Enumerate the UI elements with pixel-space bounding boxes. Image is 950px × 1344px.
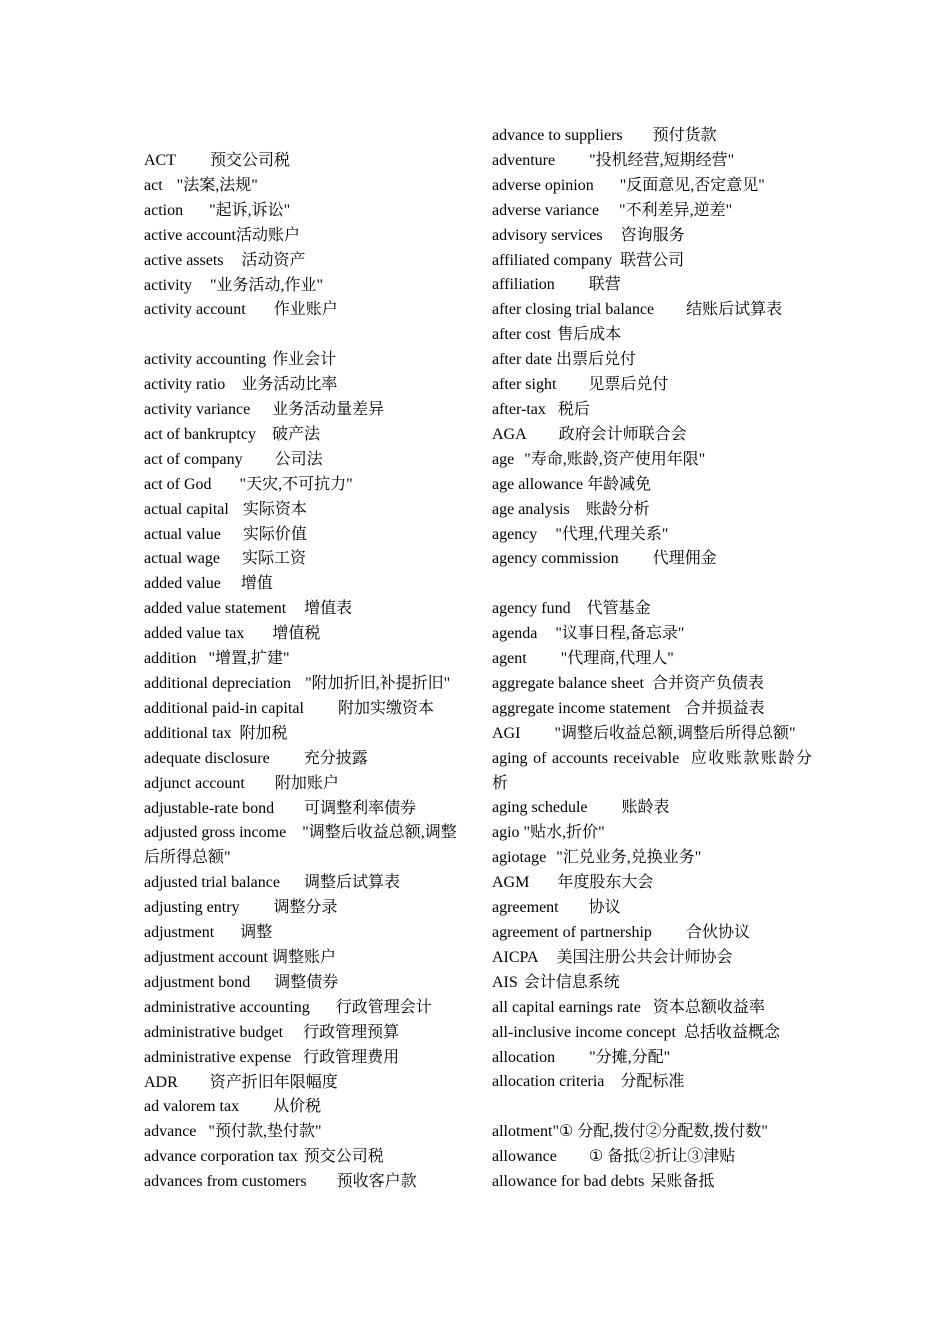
entry-definition: 合伙协议 <box>685 923 750 941</box>
entry-definition: "议事日程,备忘录" <box>555 625 685 643</box>
glossary-entry <box>144 199 464 224</box>
glossary-entry <box>144 298 464 323</box>
entry-definition: 账龄分析 <box>585 500 650 518</box>
entry-definition: 增值 <box>240 575 273 593</box>
entry-definition: 行政管理费用 <box>303 1048 400 1066</box>
glossary-entry <box>492 273 812 298</box>
entry-term: ADR <box>144 1073 178 1091</box>
entry-definition: "增置,扩建" <box>208 650 290 668</box>
glossary-entry <box>144 572 464 597</box>
entry-term: affiliation <box>492 276 555 294</box>
glossary-entry <box>144 1170 464 1195</box>
glossary-entry <box>492 298 812 323</box>
glossary-entry <box>492 821 812 846</box>
entry-term: ACT <box>144 152 176 169</box>
glossary-entry <box>144 672 464 697</box>
entry-definition: 出票后兑付 <box>555 351 636 369</box>
entry-definition: 破产法 <box>271 425 320 443</box>
glossary-entry <box>144 1071 464 1096</box>
glossary-entry <box>492 199 812 224</box>
entry-term: all-inclusive income concept <box>492 1023 676 1041</box>
glossary-entry <box>492 1170 812 1195</box>
entry-definition: 呆账备抵 <box>650 1173 715 1191</box>
entry-definition: 作业账户 <box>273 301 338 319</box>
entry-term: adjusted trial balance <box>144 874 280 892</box>
entry-definition: "贴水,折价" <box>523 824 605 842</box>
entry-term: adjustment bond <box>144 973 251 991</box>
entry-term: adjunct account <box>144 774 245 792</box>
entry-definition: "业务活动,作业" <box>209 276 324 294</box>
entry-definition: 预收客户款 <box>336 1173 417 1191</box>
entry-term: after cost <box>492 326 552 344</box>
entry-definition: 附加账户 <box>274 774 339 792</box>
glossary-entry <box>492 149 812 174</box>
glossary-entry <box>144 274 464 299</box>
glossary-entry <box>144 647 464 672</box>
entry-definition: 实际资本 <box>242 500 307 518</box>
entry-term: AGA <box>492 425 527 443</box>
glossary-entry <box>144 1046 464 1071</box>
glossary-entry <box>144 547 464 572</box>
entry-definition: 调整后试算表 <box>303 874 400 892</box>
entry-term: all capital earnings rate <box>492 998 641 1016</box>
glossary-entry <box>492 597 812 622</box>
glossary-entry <box>144 523 464 548</box>
entry-definition: "反面意见,否定意见" <box>619 176 765 194</box>
entry-definition: "分摊,分配" <box>589 1048 671 1066</box>
entry-definition: 代管基金 <box>586 600 651 618</box>
entry-definition: 增值表 <box>304 600 353 618</box>
glossary-entry <box>492 398 812 423</box>
entry-term: active assets <box>144 251 224 269</box>
entry-term: administrative accounting <box>144 998 310 1016</box>
glossary-entry <box>144 149 464 174</box>
entry-term: advisory services <box>492 226 603 244</box>
glossary-entry <box>492 1145 812 1170</box>
glossary-entry <box>492 796 812 821</box>
entry-definition: 行政管理预算 <box>303 1023 400 1041</box>
entry-term: additional paid-in capital <box>144 699 304 717</box>
glossary-entry <box>144 174 464 199</box>
entry-term: administrative expense <box>144 1048 292 1066</box>
glossary-entry <box>144 697 464 722</box>
entry-definition: 联营 <box>588 276 621 294</box>
entry-term: advances from customers <box>144 1173 307 1191</box>
glossary-entry <box>492 249 812 274</box>
entry-term: actual value <box>144 525 221 543</box>
entry-term: addition <box>144 650 197 668</box>
entry-definition: 资产折旧年限幅度 <box>209 1073 338 1091</box>
glossary-entry <box>144 348 464 373</box>
entry-definition: ① 备抵②折让③津贴 <box>588 1148 736 1166</box>
entry-term: ad valorem tax <box>144 1098 240 1116</box>
entry-definition: 行政管理会计 <box>335 998 432 1016</box>
glossary-entry <box>144 797 464 822</box>
entry-term: adverse opinion <box>492 176 594 194</box>
glossary-entry <box>492 896 812 921</box>
entry-term: adjusted gross income <box>144 824 287 842</box>
entry-definition: 预付货款 <box>652 127 717 144</box>
entry-term: agio <box>492 824 520 842</box>
entry-term: allocation <box>492 1048 556 1066</box>
entry-definition: 调整账户 <box>271 948 336 966</box>
entry-definition: "天灾,不可抗力" <box>239 475 353 493</box>
glossary-entry <box>492 348 812 373</box>
glossary-entry <box>144 971 464 996</box>
entry-term: allotment <box>492 1123 553 1141</box>
entry-term: age allowance <box>492 475 584 493</box>
entry-definition: 实际工资 <box>241 550 306 568</box>
glossary-entry <box>492 174 812 199</box>
entry-definition: 公司法 <box>274 450 323 468</box>
glossary-entry <box>144 597 464 622</box>
entry-definition: 调整 <box>240 924 273 942</box>
glossary-entry <box>144 249 464 274</box>
entry-definition: 政府会计师联合会 <box>558 425 687 443</box>
glossary-entry <box>144 772 464 797</box>
entry-definition: 实际价值 <box>242 525 307 543</box>
glossary-entry <box>492 996 812 1021</box>
entry-term: adjustment account <box>144 948 268 966</box>
glossary-entry <box>492 547 812 572</box>
entry-term: active account <box>144 226 236 244</box>
entry-definition: 会计信息系统 <box>523 973 620 991</box>
entry-term: activity variance <box>144 401 251 419</box>
entry-term: actual capital <box>144 500 229 518</box>
entry-term: agreement of partnership <box>492 923 652 941</box>
glossary-entry <box>492 498 812 523</box>
entry-term: adjusting entry <box>144 899 240 917</box>
glossary-entry <box>144 747 464 772</box>
entry-term: AGI <box>492 724 521 742</box>
entry-term: agent <box>492 650 527 668</box>
entry-definition: "代理,代理关系" <box>555 525 669 543</box>
entry-definition: "调整后收益总额,调整后所得总额" <box>144 824 457 867</box>
entry-definition: 预交公司税 <box>210 152 291 169</box>
glossary-entry <box>492 1046 812 1071</box>
entry-term: allowance <box>492 1148 557 1166</box>
entry-term: allowance for bad debts <box>492 1173 645 1191</box>
glossary-entry <box>492 647 812 672</box>
glossary-entry <box>492 697 812 722</box>
entry-term: advance <box>144 1123 197 1141</box>
glossary-entry <box>144 996 464 1021</box>
glossary-entry <box>144 1120 464 1145</box>
entry-term: activity accounting <box>144 351 267 369</box>
glossary-entry <box>492 323 812 348</box>
entry-definition: 合并资产负债表 <box>651 674 764 692</box>
glossary-entry <box>144 946 464 971</box>
glossary-entry <box>492 622 812 647</box>
blank-line <box>144 323 464 348</box>
entry-term: AICPA <box>492 948 539 966</box>
entry-definition: 税后 <box>557 400 590 418</box>
entry-definition: 活动资产 <box>241 251 306 269</box>
glossary-entry <box>144 1021 464 1046</box>
entry-definition: 预交公司税 <box>303 1148 384 1166</box>
entry-definition: 充分披露 <box>303 749 368 767</box>
entry-definition: 美国注册公共会计师协会 <box>556 948 733 966</box>
entry-definition: "预付款,垫付款" <box>208 1123 322 1141</box>
entry-definition: 应收账款账龄分析 <box>492 749 812 792</box>
entry-term: action <box>144 201 184 219</box>
entry-definition: "投机经营,短期经营" <box>589 151 735 169</box>
entry-term: aggregate balance sheet <box>492 674 644 692</box>
glossary-entry <box>144 921 464 946</box>
entry-term: adequate disclosure <box>144 749 270 767</box>
entry-definition: 协议 <box>588 899 621 917</box>
glossary-entry <box>144 896 464 921</box>
entry-definition: 从价税 <box>273 1098 322 1116</box>
entry-definition: 分配标准 <box>620 1073 685 1091</box>
entry-term: added value <box>144 575 221 593</box>
entry-definition: "调整后收益总额,调整后所得总额" <box>554 724 796 742</box>
entry-term: adventure <box>492 151 556 169</box>
entry-definition: 附加实缴资本 <box>337 699 434 717</box>
glossary-entry <box>492 523 812 548</box>
entry-definition: "起诉,诉讼" <box>209 201 291 219</box>
glossary-entry <box>144 373 464 398</box>
entry-term: added value tax <box>144 625 245 643</box>
entry-term: additional tax <box>144 724 232 742</box>
entry-term: advance corporation tax <box>144 1148 298 1166</box>
entry-definition: "① 分配,拨付②分配数,拨付数" <box>552 1123 768 1141</box>
entry-term: agreement <box>492 899 559 917</box>
glossary-entry <box>492 448 812 473</box>
entry-definition: "代理商,代理人" <box>560 650 674 668</box>
entry-term: adverse variance <box>492 201 600 219</box>
left-glossary-column <box>144 149 464 1195</box>
entry-definition: "汇兑业务,兑换业务" <box>556 849 702 867</box>
entry-term: agiotage <box>492 849 547 867</box>
entry-definition: "法案,法规" <box>176 176 258 194</box>
entry-term: adjustment <box>144 924 215 942</box>
blank-line <box>492 1095 812 1120</box>
entry-definition: 售后成本 <box>557 326 622 344</box>
glossary-entry <box>492 722 812 747</box>
entry-term: act of God <box>144 475 212 493</box>
entry-term: activity ratio <box>144 376 226 394</box>
entry-definition: 见票后兑付 <box>588 376 669 394</box>
glossary-entry <box>144 1095 464 1120</box>
glossary-entry <box>144 473 464 498</box>
glossary-entry <box>144 448 464 473</box>
entry-definition: 总括收益概念 <box>683 1023 780 1041</box>
entry-term: act of company <box>144 450 243 468</box>
glossary-entry <box>144 1145 464 1170</box>
entry-definition: "寿命,账龄,资产使用年限" <box>524 450 706 468</box>
glossary-entry <box>492 921 812 946</box>
glossary-entry <box>144 398 464 423</box>
entry-definition: 咨询服务 <box>620 226 685 244</box>
entry-term: age analysis <box>492 500 570 518</box>
entry-term: administrative budget <box>144 1023 284 1041</box>
entry-term: aging schedule <box>492 799 588 817</box>
entry-term: activity <box>144 276 192 294</box>
entry-term: agency <box>492 525 538 543</box>
entry-term: allocation criteria <box>492 1073 605 1091</box>
glossary-entry <box>492 124 812 149</box>
entry-definition: 代理佣金 <box>652 550 717 568</box>
entry-definition: 可调整利率债券 <box>304 799 417 817</box>
entry-term: AIS <box>492 973 518 991</box>
entry-term: agenda <box>492 625 538 643</box>
glossary-entry <box>492 423 812 448</box>
entry-term: agency fund <box>492 600 571 618</box>
glossary-entry <box>492 846 812 871</box>
glossary-entry <box>144 423 464 448</box>
entry-definition: 合并损益表 <box>684 699 765 717</box>
entry-definition: 作业会计 <box>272 351 337 369</box>
entry-definition: 调整分录 <box>273 899 338 917</box>
entry-term: AGM <box>492 874 530 892</box>
entry-definition: 附加税 <box>239 724 288 742</box>
blank-line <box>492 572 812 597</box>
entry-definition: 年度股东大会 <box>557 874 654 892</box>
entry-term: aging of accounts receivable <box>492 749 680 767</box>
glossary-entry <box>492 871 812 896</box>
glossary-entry <box>492 747 812 797</box>
glossary-entry <box>144 821 464 871</box>
right-glossary-column <box>492 124 812 1195</box>
glossary-entry <box>144 871 464 896</box>
entry-definition: 资本总额收益率 <box>652 998 765 1016</box>
entry-definition: "不利差异,逆差" <box>619 201 733 219</box>
entry-term: after sight <box>492 376 557 394</box>
entry-term: advance to suppliers <box>492 127 623 144</box>
entry-term: agency commission <box>492 550 619 568</box>
entry-definition: 年龄减免 <box>587 475 652 493</box>
entry-term: age <box>492 450 515 468</box>
glossary-entry <box>492 672 812 697</box>
entry-term: added value statement <box>144 600 287 618</box>
glossary-entry <box>492 373 812 398</box>
entry-term: after-tax <box>492 400 546 418</box>
entry-term: adjustable-rate bond <box>144 799 275 817</box>
entry-term: affiliated company <box>492 251 613 269</box>
glossary-entry <box>492 946 812 971</box>
entry-term: act <box>144 176 163 194</box>
entry-definition: "附加折旧,补提折旧" <box>305 675 451 693</box>
entry-term: activity account <box>144 301 246 319</box>
entry-term: after closing trial balance <box>492 301 655 319</box>
glossary-entry <box>492 1021 812 1046</box>
glossary-entry <box>492 971 812 996</box>
glossary-entry <box>492 224 812 249</box>
entry-definition: 业务活动量差异 <box>272 401 385 419</box>
entry-definition: 账龄表 <box>621 799 670 817</box>
entry-definition: 增值税 <box>272 625 321 643</box>
entry-term: additional depreciation <box>144 675 292 693</box>
glossary-entry <box>492 1070 812 1095</box>
entry-definition: 活动账户 <box>235 226 300 244</box>
glossary-entry <box>144 498 464 523</box>
entry-term: act of bankruptcy <box>144 425 256 443</box>
entry-definition: 调整债券 <box>274 973 339 991</box>
entry-term: actual wage <box>144 550 220 568</box>
glossary-entry <box>492 473 812 498</box>
glossary-entry <box>492 1120 812 1145</box>
glossary-entry <box>144 224 464 249</box>
entry-definition: 联营公司 <box>620 251 685 269</box>
entry-definition: 业务活动比率 <box>241 376 338 394</box>
entry-term: after date <box>492 351 552 369</box>
glossary-entry <box>144 722 464 747</box>
glossary-entry <box>144 622 464 647</box>
entry-definition: 结账后试算表 <box>686 301 783 319</box>
entry-term: aggregate income statement <box>492 699 671 717</box>
